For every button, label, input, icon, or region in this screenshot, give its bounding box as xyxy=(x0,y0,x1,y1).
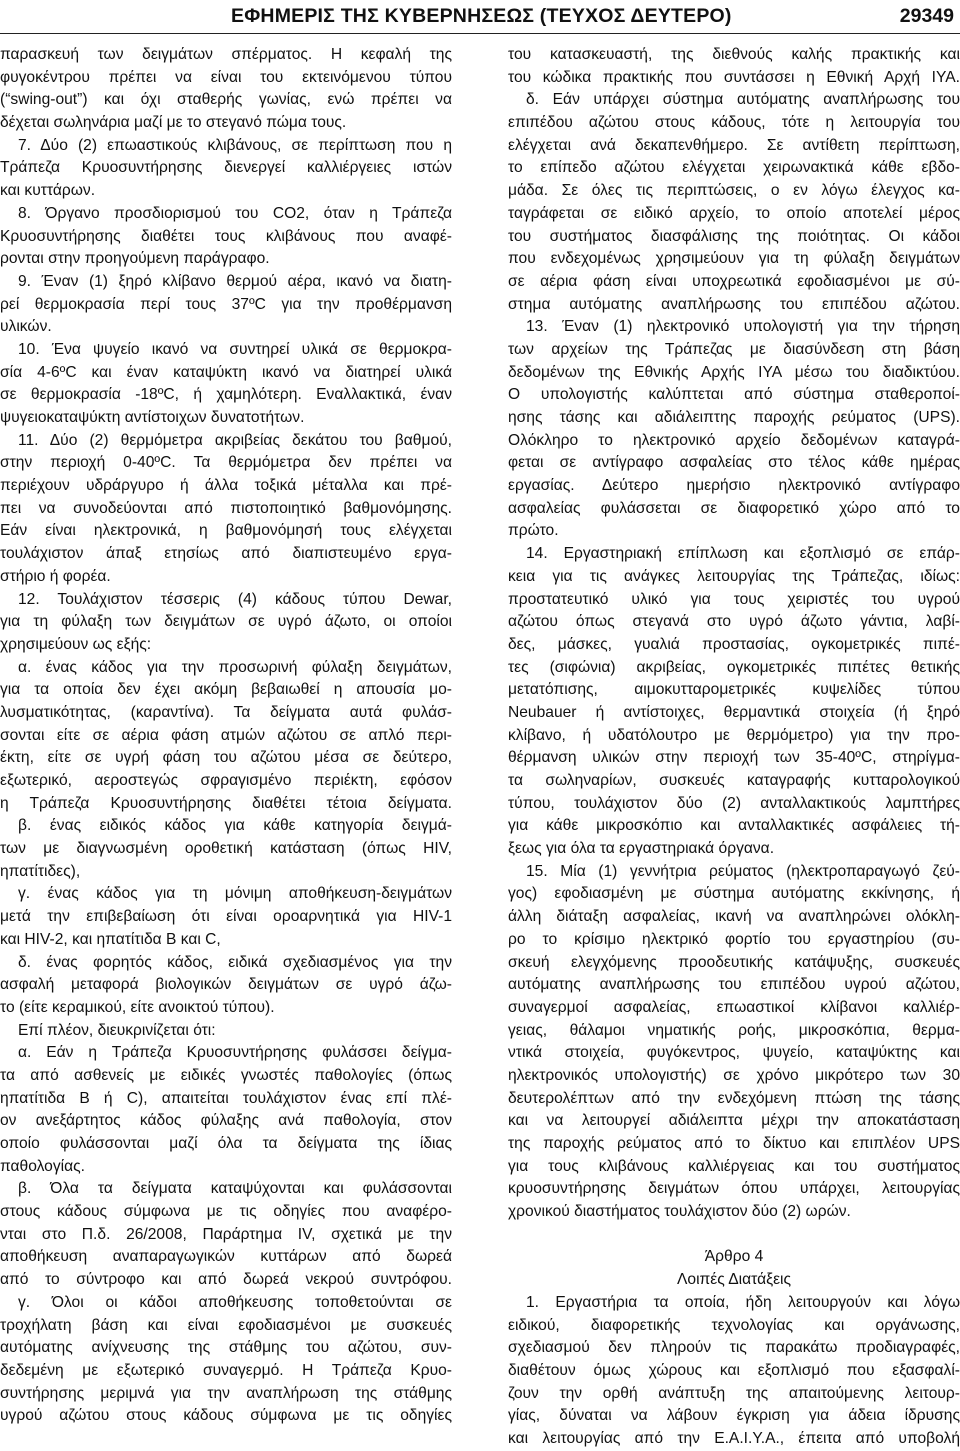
text-line: Ο υπολογιστής καλύπτεται από σύστημα σταθεροποί- xyxy=(508,386,960,404)
text-line: στην περιοχή 0-40ºC. Τα θερμόμετρα δεν πρέπει να xyxy=(0,454,452,472)
text-line: δες, μάσκες, γυαλιά προστασίας, ογκομετρικές πιπέ- xyxy=(508,635,960,653)
text-line: Ολόκληρο το ηλεκτρονικό αρχείο δεδομένων καταγρά- xyxy=(508,431,960,449)
text-line: των αρχείων της Τράπεζας με διασύνδεση στη βάση xyxy=(508,340,960,358)
text-line: 12. Τουλάχιστον τέσσερις (4) κάδους τύπου Dewar, xyxy=(18,590,452,608)
text-line: για κάθε μικροσκόπιο και ανταλλακτικές ασφάλειες τή- xyxy=(508,817,960,835)
text-line: στημα αυτόματης αναπλήρωσης του επιπέδου αζώτου. xyxy=(508,295,960,313)
text-line: σε θερμοκρασία -18ºC, ή χαμηλότερη. Εναλλακτικά, έναν xyxy=(0,386,452,404)
header-rule xyxy=(0,33,960,34)
text-line: παθολογίας. xyxy=(0,1157,85,1175)
text-line: έκτη, είτε σε υγρή φάση του αζώτου μέσα σε δεύτερο, xyxy=(0,749,452,767)
text-line: Άρθρο 4 xyxy=(704,1248,764,1266)
text-line: πει να συνοδεύονται από πιστοποιητικό βαθμονόμησης. xyxy=(0,499,452,517)
text-line: τροχήλατη βάση και είναι εφοδιασμένοι με συσκευές xyxy=(0,1316,452,1334)
text-line: ζουν την ορθή ανάπτυξη της απαιτούμενης λειτουρ- xyxy=(508,1384,960,1402)
text-line: το (είτε κεραμικού, είτε ανοικτού τύπου). xyxy=(0,998,275,1016)
left-column xyxy=(0,44,452,1428)
text-line: δεδομένων της Εθνικής Αρχής ΙΥΑ μέσω του διαδικτύου. xyxy=(508,363,960,381)
text-line: στήριο ή φορέα. xyxy=(0,567,111,585)
text-line: δ. ένας φορητός κάδος, ειδικά σχεδιασμένος για την xyxy=(18,953,452,971)
text-line: συντήρησης μεριμνά για την αναπλήρωση της στάθμης xyxy=(0,1384,452,1402)
text-line: γος) εφοδιασμένη με σύστημα αυτόματης εκκίνησης, ή xyxy=(508,885,960,903)
text-line: ον ανεξάρτητος κάδος φύλαξης ανά παθολογία, στον xyxy=(0,1112,452,1130)
text-line: σονται είτε σε αέρια φάση ατμών αζώτου σε απλό περι- xyxy=(0,726,452,744)
text-line: Neubauer ή αντίστοιχες, θερμαντικά στοιχεία (ή ξηρό xyxy=(508,703,960,721)
text-line: Επί πλέον, διευκρινίζεται ότι: xyxy=(18,1021,216,1039)
right-column xyxy=(508,44,960,1451)
text-line: για τους κλιβάνους καλλιέργειας και του συστήματος xyxy=(508,1157,960,1175)
text-line: τουλάχιστον άπαξ ετησίως από διαπιστευμένο εργα- xyxy=(0,545,452,563)
text-line: τύπου, τουλάχιστον δύο (2) ανταλλακτικούς λαμπτήρες xyxy=(508,794,960,812)
text-line: επιπέδου αζώτου στους κάδους, τότε η λειτουργία του xyxy=(508,114,960,132)
text-line: κλίβανο, ή υδατόλουτρο με θερμόμετρο) για την προ- xyxy=(508,726,960,744)
text-line: σχεδιασμού δεν πληρούν τις παρακάτω προδιαγραφές, xyxy=(508,1339,960,1357)
text-line: χρησιμεύουν ως εξής: xyxy=(0,635,152,653)
text-line: 11. Δύο (2) θερμόμετρα ακριβείας δεκάτου του βαθμού, xyxy=(18,431,452,449)
text-line: γ. Όλοι οι κάδοι αποθήκευσης τοποθετούνται σε xyxy=(18,1293,452,1311)
text-line: ξεως για όλα τα εργαστηριακά όργανα. xyxy=(508,840,775,858)
text-line: προστατευτικό υλικό για τους χειριστές του υγρού xyxy=(508,590,960,608)
text-line: διαθέτουν όμως χώρους και εξοπλισμό που εξασφαλί- xyxy=(508,1361,960,1379)
text-line: αζώτου όπως στεγανά στο υγρό άζωτο γάντια, λαβί- xyxy=(508,613,960,631)
text-line: τες (σιφώνια) ακριβείας, ογκομετρικές πιπέτες θετικής xyxy=(508,658,960,676)
text-line: συναγερμοί ασφαλείας, επωαστικοί κλίβανοι καλλιέρ- xyxy=(508,998,960,1016)
text-line: 7. Δύο (2) επωαστικούς κλιβάνους, σε περίπτωση που η xyxy=(18,136,452,154)
text-line: και HIV-2, και ηπατίτιδα Β και C, xyxy=(0,930,221,948)
text-line: 10. Ένα ψυγείο ικανό να συντηρεί υλικά σε θερμοκρα- xyxy=(18,340,452,358)
text-line: Κρυοσυντήρησης διαθέτει τους κλιβάνους που αναφέ- xyxy=(0,227,452,245)
text-line: κεια για τις ανάγκες λειτουργίας της Τράπεζας, ιδίως: xyxy=(508,567,960,585)
text-line: στους κάδους σύμφωνα με τις οδηγίες που αναφέρο- xyxy=(0,1203,452,1221)
text-line: ειδικού, διαφορετικής τεχνολογίας και οργάνωσης, xyxy=(508,1316,960,1334)
text-line: ηπατίτιδες), xyxy=(0,862,81,880)
page-number: 29349 xyxy=(899,5,954,27)
text-line: δ. Εάν υπάρχει σύστημα αυτόματης αναπλήρωσης του xyxy=(526,91,960,109)
text-line: ηπατίτιδα Β ή C), απαιτείται τουλάχιστον ένας επί πλέ- xyxy=(0,1089,452,1107)
text-line: αυτόματης αναπλήρωσης του επιπέδου υγρού αζώτου, xyxy=(508,976,960,994)
text-line: σε αέρια φάση είναι υποχρεωτικά εφοδιασμένοι με σύ- xyxy=(508,272,960,290)
text-line xyxy=(508,1224,960,1247)
text-line: του κώδικα πρακτικής που συντάσσει η Εθνική Αρχή ΙΥΑ. xyxy=(508,68,960,86)
text-line: και λειτουργίας από την Ε.Α.Ι.Υ.Α., έπειτα από υποβολή xyxy=(508,1429,960,1447)
text-line: α. Εάν η Τράπεζα Κρυοσυντήρησης φυλάσσει δείγμα- xyxy=(18,1044,452,1062)
text-line: α. ένας κάδος για την προσωρινή φύλαξη δειγμάτων, xyxy=(18,658,452,676)
text-line: ησης τάσης και αδιάλειπτης παροχής ρεύματος (UPS). xyxy=(508,409,960,426)
text-line: φυγοκέντρου πρέπει να είναι του εκτεινόμενου τύπου xyxy=(0,68,452,86)
text-line: 1. Εργαστήρια τα οποία, ήδη λειτουργούν και λόγω xyxy=(526,1293,960,1311)
text-line: Τράπεζα Κρυοσυντήρησης διενεργεί καλλιέργειες ιστών xyxy=(0,159,452,177)
text-line: οποίο φυλάσσονται μαζί όλα τα δείγματα της ίδιας xyxy=(0,1135,452,1152)
text-line: τα σωληναρίων, συσκευές καταγραφής κυτταρολογικού xyxy=(508,772,960,789)
text-line: του κατασκευαστή, της διεθνούς καλής πρακτικής και xyxy=(508,46,960,63)
text-line: γ. ένας κάδος για τη μόνιμη αποθήκευση-δειγμάτων xyxy=(18,885,452,903)
text-line: και να λειτουργεί αδιάλειπτα μέχρι την αποκατάσταση xyxy=(508,1112,960,1130)
text-line: των με διαγνωσμένη οροθετική κατάσταση (όπως HIV, xyxy=(0,840,452,858)
gazette-title: ΕΦΗΜΕΡΙΣ ΤΗΣ ΚΥΒΕΡΝΗΣΕΩΣ (ΤΕΥΧΟΣ ΔΕΥΤΕΡΟ) xyxy=(231,5,732,27)
text-line: δεδεμένη με εξωτερικό συναγερμό. Η Τράπεζα Κρυο- xyxy=(0,1361,452,1379)
text-line: ελέγχεται ανά δεκαπενθήμερο. Σε αντίθετη περίπτωση, xyxy=(508,136,960,154)
text-line: γειας, θάλαμοι νηματικής ροής, μικροσκόπια, θερμα- xyxy=(508,1021,960,1039)
text-line: σία 4-6ºC και έναν καταψύκτη ικανό να διατηρεί υλικά xyxy=(0,363,452,381)
text-line: από το σύντροφο και από δωρεά νεκρού συντρόφου. xyxy=(0,1271,452,1289)
text-line: πρώτο. xyxy=(508,522,559,540)
text-line: παρασκευή των δειγμάτων σπέρματος. Η κεφαλή της xyxy=(0,46,452,63)
text-line: ντικά στοιχεία, φυγόκεντρος, ψυγείο, καταψύκτης και xyxy=(508,1044,960,1062)
text-line: β. Όλα τα δείγματα καταψύχονται και φυλάσσονται xyxy=(18,1180,452,1198)
text-line: φεται σε αντίγραφο ασφαλείας στο τέλος κάθε ημέρας xyxy=(508,454,960,472)
text-line: κρυοσυντήρησης δειγμάτων όπου υπάρχει, λειτουργίας xyxy=(508,1180,960,1198)
text-line: 15. Μία (1) γεννήτρια ρεύματος (ηλεκτροπαραγωγό ζεύ- xyxy=(526,862,960,880)
text-line: υλικών. xyxy=(0,318,52,336)
text-line: η Τράπεζα Κρυοσυντήρησης διαθέτει τέτοια δείγματα. xyxy=(0,794,452,812)
text-line: β. ένας ειδικός κάδος για κάθε κατηγορία δειγμά- xyxy=(18,817,452,835)
text-line: ρεί θερμοκρασία περί τους 37ºC για την προθέρμανση xyxy=(0,295,452,313)
text-line: 13. Έναν (1) ηλεκτρονικό υπολογιστή για την τήρηση xyxy=(526,318,960,336)
text-line: εξωτερικό, αεροστεγώς σφραγισμένο περιέκτη, εφόσον xyxy=(0,772,452,789)
text-line: ρονται στην προηγούμενη παράγραφο. xyxy=(0,250,270,268)
text-line: περιέχουν υδράργυρο ή άλλα τοξικά μέταλλα και πρέ- xyxy=(0,477,452,495)
text-line: αποθήκευση αναπαραγωγικών κυττάρων από δωρεά xyxy=(0,1248,452,1266)
text-line: (“swing-out”) και όχι σταθερής γωνίας, ενώ πρέπει να xyxy=(0,91,452,109)
page-header xyxy=(0,0,960,34)
text-line: νται στο Π.δ. 26/2008, Παράρτημα IV, σχετικά με την xyxy=(0,1225,452,1243)
text-line: Λοιπές Διατάξεις xyxy=(676,1271,791,1289)
text-line: Εάν είναι ηλεκτρονικά, η βαθμονόμησή τους ελέγχεται xyxy=(0,522,452,540)
text-line: 8. Όργανο προσδιορισμού του CO2, όταν η Τράπεζα xyxy=(18,204,452,222)
text-line: για τα οποία δεν έχει ακόμη βεβαιωθεί η απουσία μο- xyxy=(0,681,452,699)
text-line: 14. Εργαστηριακή επίπλωση και εξοπλισμό σε επάρ- xyxy=(526,545,960,563)
text-line: χρονικού διαστήματος τουλάχιστον δύο (2) ωρών. xyxy=(508,1203,851,1221)
text-line: γίας, δύναται να λάβουν έγκριση για άδεια ίδρυσης xyxy=(508,1407,960,1425)
text-line: ταγράφεται σε ειδικό αρχείο, το οποίο αποτελεί μέρος xyxy=(508,204,960,222)
text-line: που ενδεχομένως χρησιμεύουν για τη φύλαξη δειγμάτων xyxy=(508,250,960,268)
text-line: της παροχής ρεύματος από το δίκτυο και επιπλέον UPS xyxy=(508,1135,960,1152)
text-line: εργασίας. Δεύτερο ημερήσιο ηλεκτρονικό αντίγραφο xyxy=(508,477,960,495)
text-line: ηλεκτρονικός υπολογιστής) σε χρόνο μικρότερο των 30 xyxy=(508,1066,960,1084)
text-line: τα από ασθενείς με ειδικές γνωστές παθολογίες (όπως xyxy=(0,1066,452,1084)
text-line: ασφαλή μεταφορά βιολογικών δειγμάτων σε υγρό άζω- xyxy=(0,976,452,994)
text-line: του συστήματος διασφάλισης της ποιότητας. Οι κάδοι xyxy=(508,227,960,245)
text-line: δευτερολέπτων από την ενδεχόμενη πτώση της τάσης xyxy=(508,1089,960,1107)
text-line: αυτόματης ανίχνευσης της στάθμης του αζώτου, συν- xyxy=(0,1339,452,1357)
text-line: ρο το κρίσιμο ηλεκτρικό φορτίο του εργαστηρίου (συ- xyxy=(508,930,960,948)
text-line: σκευή ελεγχόμενης προοδευτικής κατάψυξης, συσκευές xyxy=(508,953,960,971)
text-line: άλλη διάταξη ασφαλείας, ικανή να αναπληρώνει ολόκλη- xyxy=(508,908,960,926)
text-line: λυσματικότητας, (καραντίνα). Τα δείγματα αυτά φυλάσ- xyxy=(0,703,452,721)
text-line: θέρμανση υλικών στην περιοχή των 35-40ºC, στηρίγμα- xyxy=(508,749,960,767)
text-line: και κυττάρων. xyxy=(0,182,96,200)
text-line: δέχεται σωληνάρια μαζί με το στεγανό πώμα τους. xyxy=(0,114,347,132)
text-line: μετά την επιβεβαίωση ότι είναι οροαρνητικά για HIV-1 xyxy=(0,908,452,926)
text-line: μάδα. Σε όλες τις περιπτώσεις, ο εν λόγω έλεγχος κα- xyxy=(508,182,960,200)
text-line: ψυγειοκαταψύκτη αντίστοιχων δυνατοτήτων. xyxy=(0,409,305,426)
text-line: μετατόπισης, αιμοκυτταρομετρικές κυψελίδες τύπου xyxy=(508,681,960,699)
text-line: 9. Έναν (1) ξηρό κλίβανο θερμού αέρα, ικανό να διατη- xyxy=(18,272,452,290)
text-line: για τη φύλαξη των δειγμάτων σε υγρό άζωτο, οι οποίοι xyxy=(0,613,452,631)
text-line: το επίπεδο αζώτου ελέγχεται χειρωνακτικά κάθε εβδο- xyxy=(508,159,960,177)
text-line: ασφαλείας φυλάσσεται σε διαφορετικό χώρο από το xyxy=(508,499,960,517)
text-line: υγρού αζώτου στους κάδους σύμφωνα με τις οδηγίες xyxy=(0,1407,452,1425)
